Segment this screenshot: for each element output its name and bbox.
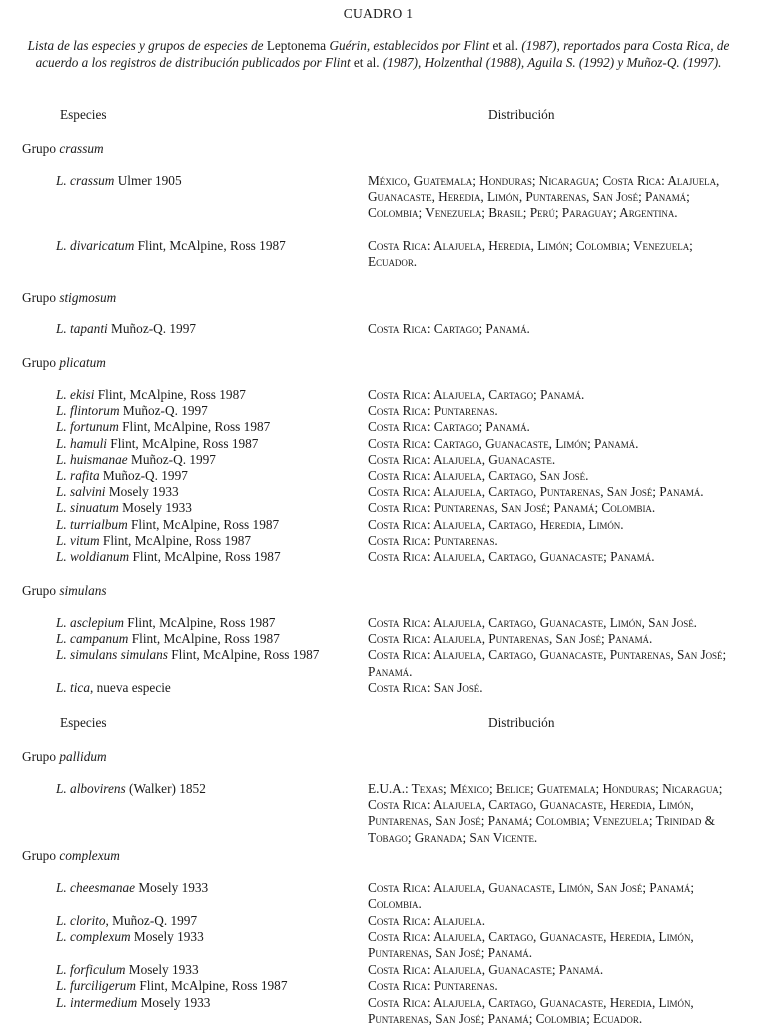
species-author: Mosely 1933 — [105, 484, 179, 500]
species-cell — [56, 781, 356, 797]
group-heading-crassum — [22, 141, 104, 157]
species-name: L. hamuli — [56, 435, 107, 451]
table-row — [0, 962, 757, 978]
caption-part-4: (1987), Holzenthal (1988), Aguila S. (1992) y Muñoz-Q. (1997). — [379, 54, 722, 70]
species-cell — [56, 484, 356, 500]
species-name: L. clorito — [56, 913, 106, 928]
species-author: Flint, McAlpine, Ross 1987 — [127, 516, 280, 532]
group-heading-simulans — [22, 583, 107, 599]
species-author: Ulmer 1905 — [114, 173, 182, 188]
species-name: L. tica — [56, 679, 90, 695]
group-label: Grupo — [22, 848, 60, 863]
group-rows-crassum — [0, 173, 757, 271]
species-author: Flint, McAlpine, Ross 1987 — [136, 978, 288, 994]
species-cell — [56, 615, 356, 631]
species-cell — [56, 631, 356, 647]
species-author: Mosely 1933 — [130, 929, 204, 945]
species-author: Muñoz-Q. 1997 — [107, 321, 197, 336]
species-author: Flint, McAlpine, Ross 1987 — [128, 631, 280, 647]
column-header-distribution: Distribución — [488, 107, 555, 122]
distribution-cell: Costa Rica: Alajuela, Guanacaste. — [368, 451, 556, 467]
distribution-cell: México, Guatemala; Honduras; Nicaragua; Costa Rica: Alajuela, Guanacaste, Heredia, Limón, Puntarenas, San José; Panamá; Colombia; Venezuela; Brasil; Perú; Paraguay; Argentina. — [368, 173, 720, 221]
species-cell — [56, 403, 356, 419]
distribution-cell: Costa Rica: Alajuela, Cartago, Guanacaste, Limón, San José. — [368, 615, 697, 630]
distribution-cell: Costa Rica: Alajuela, Heredia, Limón; Colombia; Venezuela; Ecuador. — [368, 238, 693, 270]
group-rows-plicatum — [0, 387, 757, 565]
species-cell — [56, 995, 356, 1011]
distribution-cell: E.U.A.: Texas; México; Belice; Guatemala; Honduras; Nicaragua; Costa Rica: Alajuela, Cartago, Guanacaste, Heredia, Limón, Puntarenas, San José; Panamá; Colombia; Venezuela; Trinidad & Tobago; Granada; San Vicente. — [368, 781, 723, 845]
species-author: Flint, McAlpine, Ross 1987 — [94, 387, 246, 402]
group-label: Grupo — [22, 355, 60, 370]
species-cell — [56, 929, 356, 945]
table-caption — [20, 38, 737, 71]
species-name: L. cheesmanae — [56, 880, 136, 895]
species-author: Mosely 1933 — [118, 500, 192, 516]
species-author: Muñoz-Q. 1997 — [119, 403, 208, 419]
species-name: L. turrialbum — [56, 516, 128, 532]
species-author: Flint, McAlpine, Ross 1987 — [106, 435, 259, 451]
distribution-cell: Costa Rica: Puntarenas. — [368, 532, 498, 548]
distribution-cell: Costa Rica: Puntarenas, San José; Panamá; Colombia. — [368, 500, 656, 516]
caption-part-2: Guérin, establecidos por Flint — [326, 38, 493, 53]
column-header-species-repeat: Especies — [60, 715, 107, 730]
species-name: L. furciligerum — [56, 978, 137, 994]
species-name: L. crassum — [56, 173, 115, 188]
group-rows-stigmosum — [0, 321, 757, 337]
species-cell — [56, 321, 356, 337]
species-cell — [56, 549, 356, 565]
distribution-cell: Costa Rica: Alajuela, Cartago, Guanacaste, Heredia, Limón, Puntarenas, San José; Panamá; Colombia; Ecuador. — [368, 994, 694, 1026]
table-row — [0, 631, 757, 647]
column-header-species: Especies — [60, 107, 107, 122]
species-cell — [56, 533, 356, 549]
table-row — [0, 500, 757, 516]
species-name: L. huismanae — [56, 451, 128, 467]
species-name: L. asclepium — [56, 615, 124, 630]
distribution-cell: Costa Rica: Alajuela, Cartago, Guanacaste; Panamá. — [368, 549, 655, 565]
species-author: Flint, McAlpine, Ross 1987 — [129, 549, 281, 565]
distribution-cell: Costa Rica: Cartago; Panamá. — [368, 419, 530, 435]
group-heading-pallidum — [22, 749, 107, 765]
species-cell — [56, 880, 356, 896]
table-row — [0, 403, 757, 419]
group-rows-pallidum — [0, 781, 757, 846]
species-cell — [56, 419, 356, 435]
table-row — [0, 680, 757, 696]
table-row — [0, 238, 757, 271]
table-row — [0, 880, 757, 913]
table-row — [0, 913, 757, 929]
species-author: Flint, McAlpine, Ross 1987 — [134, 238, 286, 253]
species-name: L. woldianum — [56, 549, 130, 565]
table-row — [0, 549, 757, 565]
species-cell — [56, 978, 356, 994]
species-author: Mosely 1933 — [125, 962, 199, 978]
group-label: Grupo — [22, 749, 60, 764]
group-name: stigmosum — [59, 290, 117, 305]
column-header-distribution-repeat: Distribución — [488, 715, 555, 730]
species-name: L. rafita — [56, 468, 100, 484]
group-name: plicatum — [59, 355, 106, 370]
table-row — [0, 647, 757, 679]
species-author: Muñoz-Q. 1997 — [127, 451, 216, 467]
group-name: pallidum — [59, 749, 107, 764]
group-heading-complexum — [22, 848, 120, 864]
species-name: L. simulans simulans — [56, 647, 168, 663]
distribution-cell: Costa Rica: Puntarenas. — [368, 978, 498, 994]
species-author: , Muñoz-Q. 1997 — [105, 913, 198, 928]
group-heading-stigmosum — [22, 290, 116, 306]
distribution-cell: Costa Rica: Alajuela, Cartago, San José. — [368, 468, 589, 484]
distribution-cell: Costa Rica: Alajuela, Cartago, Guanacaste, Puntarenas, San José; Panamá. — [368, 647, 727, 679]
table-row — [0, 615, 757, 631]
species-author: Mosely 1933 — [137, 994, 211, 1010]
caption-genus: Leptonema — [266, 38, 327, 53]
species-cell — [56, 962, 356, 978]
table-row — [0, 321, 757, 337]
distribution-cell: Costa Rica: Alajuela, Cartago, Guanacaste, Heredia, Limón, Puntarenas, San José; Panamá. — [368, 929, 694, 961]
table-row — [0, 452, 757, 468]
species-cell — [56, 517, 356, 533]
distribution-cell: Costa Rica: San José. — [368, 679, 483, 695]
species-name: L. intermedium — [56, 994, 138, 1010]
table-title: CUADRO 1 — [343, 6, 414, 21]
species-cell — [56, 387, 356, 403]
species-name: L. campanum — [56, 631, 129, 647]
caption-part-1: Lista de las especies y grupos de especies de — [27, 38, 267, 53]
group-heading-plicatum — [22, 355, 106, 371]
species-cell — [56, 452, 356, 468]
group-label: Grupo — [22, 583, 60, 598]
species-name: L. sinuatum — [56, 500, 119, 516]
species-author: (Walker) 1852 — [125, 781, 206, 796]
species-name: L. ekisi — [56, 387, 95, 402]
species-name: L. flintorum — [56, 403, 120, 419]
distribution-cell: Costa Rica: Puntarenas. — [368, 403, 498, 419]
table-row — [0, 387, 757, 403]
species-name: L. salvini — [56, 484, 106, 500]
table-row — [0, 978, 757, 994]
group-name: crassum — [59, 141, 104, 156]
distribution-cell: Costa Rica: Alajuela, Cartago, Puntarenas, San José; Panamá. — [368, 484, 704, 500]
caption-part-3: (1987), reportados para Costa Rica, de acuerdo a los registros de distribución publicados por Flint — [35, 38, 730, 70]
group-label: Grupo — [22, 141, 60, 156]
distribution-cell: Costa Rica: Alajuela, Guanacaste, Limón, San José; Panamá; Colombia. — [368, 880, 694, 912]
table-row — [0, 517, 757, 533]
table-row — [0, 781, 757, 846]
species-name: L. albovirens — [56, 781, 126, 796]
species-name: L. tapanti — [56, 321, 108, 336]
species-cell — [56, 647, 356, 663]
species-author: Flint, McAlpine, Ross 1987 — [167, 647, 320, 663]
species-cell — [56, 468, 356, 484]
distribution-cell: Costa Rica: Alajuela, Puntarenas, San José; Panamá. — [368, 631, 653, 647]
distribution-cell: Costa Rica: Alajuela. — [368, 913, 485, 928]
species-name: L. vitum — [56, 532, 100, 548]
table-row — [0, 929, 757, 962]
table-row — [0, 436, 757, 452]
group-rows-simulans — [0, 615, 757, 696]
table-row — [0, 995, 757, 1027]
group-rows-complexum — [0, 880, 757, 1027]
group-label: Grupo — [22, 290, 60, 305]
distribution-cell: Costa Rica: Alajuela, Cartago, Heredia, Limón. — [368, 516, 624, 532]
caption-etal-1: et al. — [492, 38, 519, 53]
species-name: L. fortunum — [56, 419, 119, 435]
table-row — [0, 484, 757, 500]
species-cell — [56, 680, 356, 696]
distribution-cell: Costa Rica: Alajuela, Cartago; Panamá. — [368, 387, 585, 402]
table-row — [0, 173, 757, 238]
species-name: L. complexum — [56, 929, 131, 945]
species-author: Mosely 1933 — [135, 880, 209, 895]
group-name: complexum — [59, 848, 120, 863]
caption-etal-2: et al. — [353, 54, 380, 70]
table-row — [0, 533, 757, 549]
species-cell — [56, 238, 356, 254]
distribution-cell: Costa Rica: Alajuela, Guanacaste; Panamá. — [368, 962, 604, 978]
species-cell — [56, 436, 356, 452]
species-author: , nueva especie — [89, 679, 171, 695]
species-name: L. divaricatum — [56, 238, 135, 253]
distribution-cell: Costa Rica: Cartago, Guanacaste, Limón; Panamá. — [368, 435, 639, 451]
species-cell — [56, 913, 356, 929]
table-row — [0, 468, 757, 484]
species-name: L. forficulum — [56, 962, 126, 978]
species-author: Muñoz-Q. 1997 — [99, 468, 188, 484]
species-cell — [56, 173, 356, 189]
distribution-cell: Costa Rica: Cartago; Panamá. — [368, 321, 530, 336]
species-cell — [56, 500, 356, 516]
table-row — [0, 419, 757, 435]
species-author: Flint, McAlpine, Ross 1987 — [118, 419, 271, 435]
species-author: Flint, McAlpine, Ross 1987 — [123, 615, 276, 630]
group-name: simulans — [59, 583, 107, 598]
species-author: Flint, McAlpine, Ross 1987 — [99, 532, 252, 548]
